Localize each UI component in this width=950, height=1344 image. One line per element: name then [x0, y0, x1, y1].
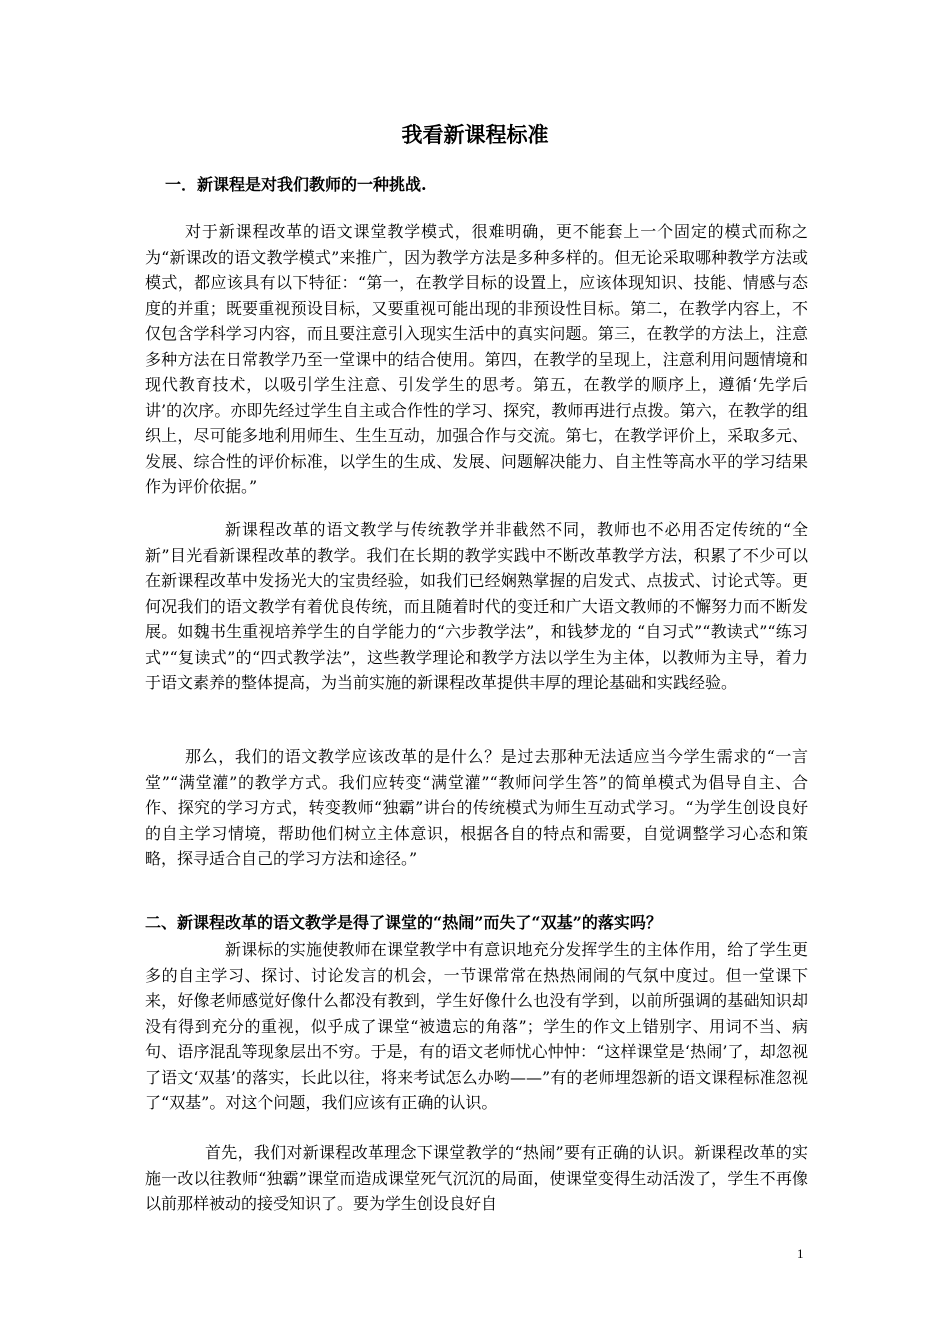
paragraph: 新课程改革的语文教学与传统教学并非截然不同，教师也不必用否定传统的“全新”目光看新课程改革的教学。我们在长期的教学实践中不断改革教学方法，积累了不少可以在新课程改革中发扬光大的宝贵经验，如我们已经娴熟掌握的启发式、点拔式、讨论式等。更何况我们的语文教学有着优良传统，而且随着时代的变迁和广大语文教师的不懈努力而不断发展。如魏书生重视培养学生的自学能力的“六步教学法”，和钱梦龙的 “自习式”“教读式”“练习式”“复读式”的“四式教学法”，这些教学理论和教学方法以学生为主体，以教师为主导，着力于语文素养的整体提高，为当前实施的新课程改革提供丰厚的理论基础和实践经验。 [145, 520, 808, 692]
section-heading-1: 一．新课程是对我们教师的一种挑战. [165, 175, 427, 194]
paragraph: 首先，我们对新课程改革理念下课堂教学的“热闹”要有正确的认识。新课程改革的实施一改以往教师“独霸”课堂而造成课堂死气沉沉的局面，使课堂变得生动活泼了，学生不再像以前那样被动的接受知识了。要为学生创设良好自 [145, 1143, 808, 1213]
paragraph: 对于新课程改革的语文课堂教学模式，很难明确，更不能套上一个固定的模式而称之为“新课改的语文教学模式”来推广，因为教学方法是多种多样的。但无论采取哪种教学方法或模式，都应该具有以下特征：“第一，在教学目标的设置上，应该体现知识、技能、情感与态度的并重；既要重视预设目标，又要重视可能出现的非预设性目标。第二，在教学内容上，不仅包含学科学习内容，而且要注意引入现实生活中的真实问题。第三，在教学的方法上，注意多种方法在日常教学乃至一堂课中的结合使用。第四，在教学的呈现上，注意利用问题情境和现代教育技术，以吸引学生注意、引发学生的思考。第五，在教学的顺序上，遵循‘先学后讲’的次序。亦即先经过学生自主或合作性的学习、探究，教师再进行点拨。第六，在教学的组织上，尽可能多地利用师生、生生互动，加强合作与交流。第七，在教学评价上，采取多元、发展、综合性的评价标准，以学生的生成、发展、问题解决能力、自主性等高水平的学习结果作为评价依据。” [145, 222, 808, 496]
document-title: 我看新课程标准 [401, 122, 549, 147]
page-number: 1 [797, 1246, 804, 1261]
section-heading-2: 二、新课程改革的语文教学是得了课堂的“热闹”而失了“双基”的落实吗？ [145, 913, 662, 932]
paragraph: 那么，我们的语文教学应该改革的是什么？是过去那种无法适应当今学生需求的“一言堂”“满堂灌”的教学方式。我们应转变“满堂灌”“教师问学生答”的简单模式为倡导自主、合作、探究的学习方式，转变教师“独霸”讲台的传统模式为师生互动式学习。“为学生创设良好的自主学习情境，帮助他们树立主体意识，根据各自的特点和需要，自觉调整学习心态和策略，探寻适合自己的学习方法和途径。” [145, 747, 808, 868]
paragraph: 新课标的实施使教师在课堂教学中有意识地充分发挥学生的主体作用，给了学生更多的自主学习、探讨、讨论发言的机会，一节课常常在热热闹闹的气氛中度过。但一堂课下来，好像老师感觉好像什么都没有教到，学生好像什么也没有学到，以前所强调的基础知识却没有得到充分的重视，似乎成了课堂“被遗忘的角落”；学生的作文上错别字、用词不当、病句、语序混乱等现象层出不穷。于是，有的语文老师忧心忡忡：“这样课堂是‘热闹’了，却忽视了语文‘双基’的落实，长此以往，将来考试怎么办哟——”有的老师埋怨新的语文课程标准忽视了“双基”。对这个问题，我们应该有正确的认识。 [145, 940, 808, 1112]
